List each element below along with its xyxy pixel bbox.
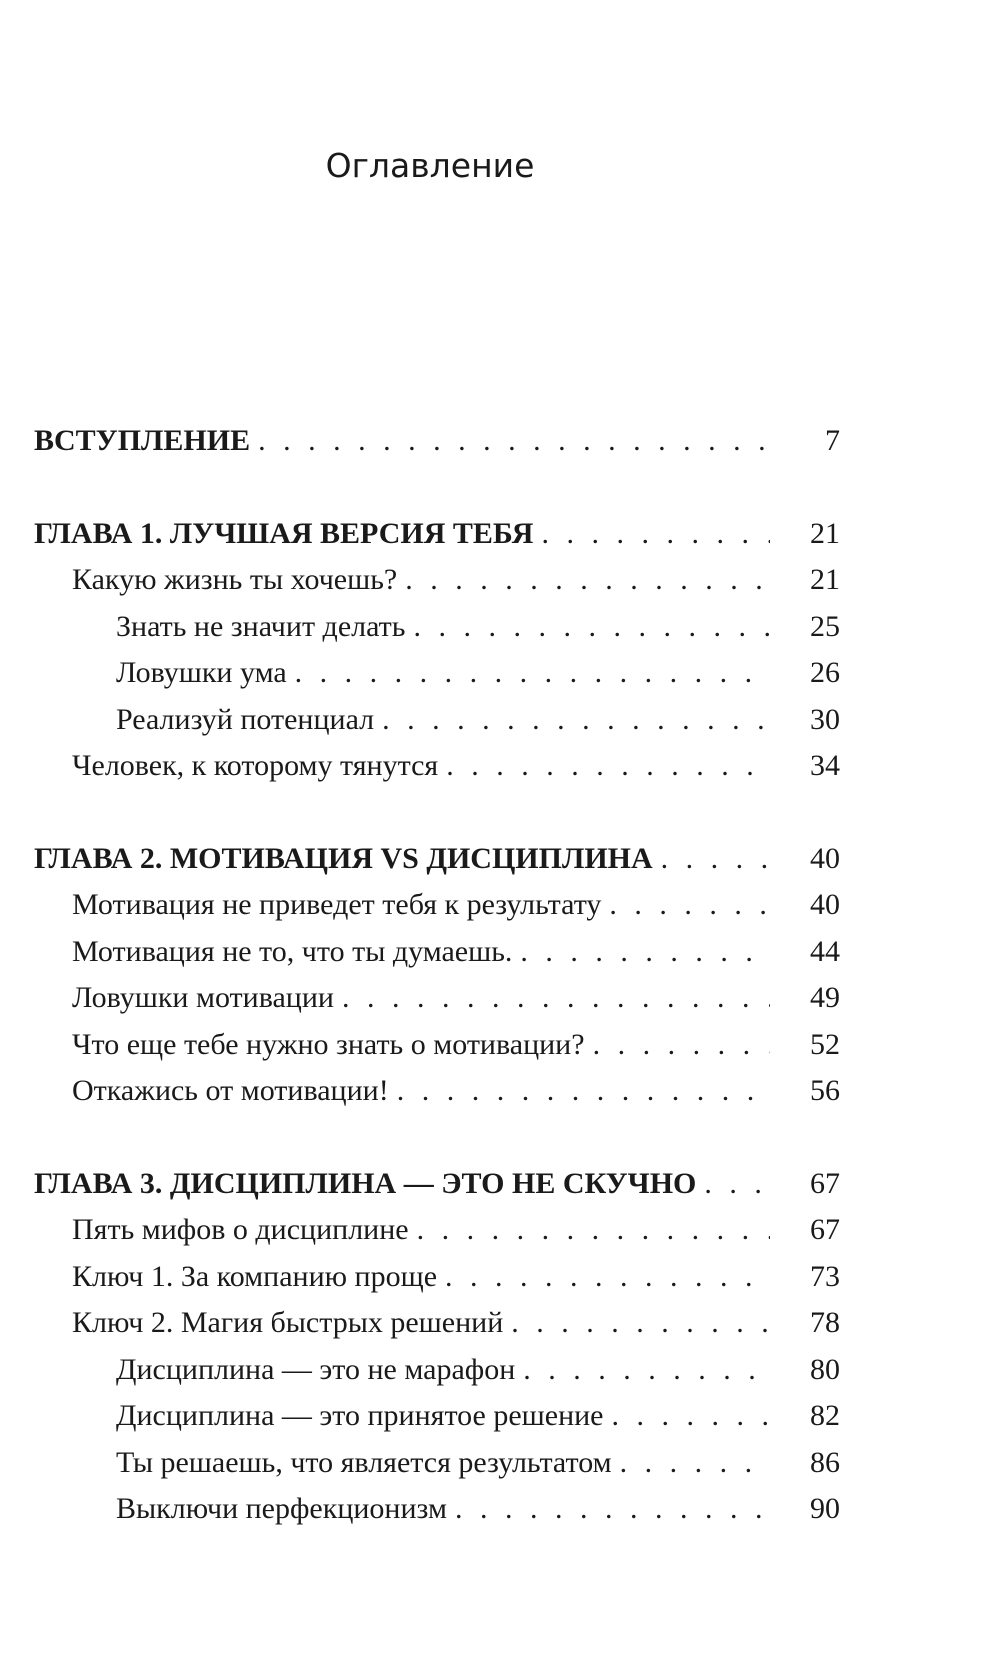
toc-entry-chapter-3[interactable] bbox=[34, 1161, 840, 1208]
toc-entry-title: Мотивация не то, что ты думаешь. bbox=[72, 934, 513, 968]
toc-entry-page: 52 bbox=[810, 1027, 840, 1061]
toc-entry-page: 67 bbox=[810, 1213, 840, 1246]
toc-entry-section[interactable] bbox=[34, 1207, 840, 1254]
toc-entry-title: ГЛАВА 2. МОТИВАЦИЯ VS ДИСЦИПЛИНА bbox=[34, 841, 653, 875]
table-of-contents bbox=[34, 418, 840, 1533]
dot-leader bbox=[593, 1022, 770, 1069]
toc-entry-title: ГЛАВА 3. ДИСЦИПЛИНА — ЭТО НЕ СКУЧНО bbox=[34, 1166, 697, 1200]
toc-entry-subsection[interactable] bbox=[34, 1347, 840, 1394]
toc-entry-page: 30 bbox=[810, 702, 840, 736]
toc-entry-page: 86 bbox=[810, 1445, 840, 1479]
dot-leader bbox=[511, 1300, 770, 1347]
dot-leader bbox=[704, 1161, 770, 1208]
toc-entry-page: 26 bbox=[810, 656, 840, 689]
toc-entry-page: 49 bbox=[810, 981, 840, 1014]
toc-entry-introduction[interactable] bbox=[34, 418, 840, 465]
toc-entry-title: ВСТУПЛЕНИЕ bbox=[34, 424, 251, 457]
page-title: Оглавление bbox=[325, 146, 535, 185]
toc-entry-page: 78 bbox=[810, 1306, 840, 1339]
toc-entry-section[interactable] bbox=[34, 1022, 840, 1069]
dot-leader bbox=[413, 604, 770, 651]
dot-leader bbox=[445, 1254, 770, 1301]
dot-leader bbox=[417, 1207, 770, 1254]
toc-entry-subsection[interactable] bbox=[34, 1486, 840, 1533]
toc-entry-page: 40 bbox=[810, 841, 840, 875]
toc-entry-section[interactable] bbox=[34, 882, 840, 929]
toc-entry-page: 21 bbox=[810, 563, 840, 596]
toc-entry-section[interactable] bbox=[34, 1300, 840, 1347]
toc-entry-section[interactable] bbox=[34, 1254, 840, 1301]
toc-entry-page: 80 bbox=[810, 1352, 840, 1386]
dot-leader bbox=[620, 1440, 770, 1487]
toc-entry-title: Ты решаешь, что является результатом bbox=[116, 1445, 612, 1479]
toc-entry-title: Выключи перфекционизм bbox=[116, 1492, 447, 1525]
toc-entry-section[interactable] bbox=[34, 929, 840, 976]
toc-entry-title: Какую жизнь ты хочешь? bbox=[72, 563, 398, 596]
toc-entry-page: 67 bbox=[810, 1166, 840, 1200]
dot-leader bbox=[295, 650, 770, 697]
dot-leader bbox=[609, 882, 770, 929]
toc-entry-page: 21 bbox=[810, 516, 840, 550]
toc-entry-chapter-1[interactable] bbox=[34, 511, 840, 558]
toc-entry-title: Дисциплина — это не марафон bbox=[116, 1352, 516, 1386]
dot-leader bbox=[520, 929, 770, 976]
toc-entry-title: Что еще тебе нужно знать о мотивации? bbox=[72, 1027, 585, 1061]
dot-leader bbox=[455, 1486, 770, 1533]
toc-entry-section[interactable] bbox=[34, 975, 840, 1022]
dot-leader bbox=[661, 836, 770, 883]
toc-entry-title: Человек, к которому тянутся bbox=[72, 749, 439, 782]
toc-entry-page: 56 bbox=[810, 1074, 840, 1107]
toc-entry-title: Реализуй потенциал bbox=[116, 702, 375, 736]
toc-entry-title: ГЛАВА 1. ЛУЧШАЯ ВЕРСИЯ ТЕБЯ bbox=[34, 516, 534, 550]
toc-entry-subsection[interactable] bbox=[34, 1440, 840, 1487]
dot-leader bbox=[397, 1068, 770, 1115]
toc-entry-page: 90 bbox=[810, 1492, 840, 1525]
dot-leader bbox=[405, 557, 770, 604]
toc-entry-section[interactable] bbox=[34, 557, 840, 604]
toc-entry-title: Ловушки ума bbox=[116, 656, 287, 689]
toc-entry-title: Дисциплина — это принятое решение bbox=[116, 1399, 604, 1432]
dot-leader bbox=[342, 975, 770, 1022]
toc-entry-subsection[interactable] bbox=[34, 697, 840, 744]
dot-leader bbox=[446, 743, 770, 790]
toc-entry-subsection[interactable] bbox=[34, 604, 840, 651]
dot-leader bbox=[382, 697, 770, 744]
toc-entry-page: 7 bbox=[825, 424, 840, 457]
toc-entry-subsection[interactable] bbox=[34, 1393, 840, 1440]
toc-entry-title: Пять мифов о дисциплине bbox=[72, 1213, 409, 1246]
toc-entry-section[interactable] bbox=[34, 743, 840, 790]
toc-entry-title: Мотивация не приведет тебя к результату bbox=[72, 888, 602, 921]
toc-entry-title: Ключ 2. Магия быстрых решений bbox=[72, 1306, 504, 1339]
toc-entry-title: Ключ 1. За компанию проще bbox=[72, 1259, 438, 1293]
toc-entry-title: Знать не значит делать bbox=[116, 609, 406, 643]
toc-entry-page: 73 bbox=[810, 1259, 840, 1293]
dot-leader bbox=[612, 1393, 771, 1440]
toc-entry-title: Откажись от мотивации! bbox=[72, 1074, 389, 1107]
dot-leader bbox=[258, 418, 770, 465]
dot-leader bbox=[541, 511, 770, 558]
toc-entry-subsection[interactable] bbox=[34, 650, 840, 697]
toc-entry-page: 40 bbox=[810, 888, 840, 921]
dot-leader bbox=[523, 1347, 770, 1394]
toc-entry-chapter-2[interactable] bbox=[34, 836, 840, 883]
toc-entry-page: 25 bbox=[810, 609, 840, 643]
toc-entry-title: Ловушки мотивации bbox=[72, 981, 334, 1014]
toc-entry-page: 82 bbox=[810, 1399, 840, 1432]
toc-entry-section[interactable] bbox=[34, 1068, 840, 1115]
toc-entry-page: 44 bbox=[810, 934, 840, 968]
toc-entry-page: 34 bbox=[810, 749, 840, 782]
